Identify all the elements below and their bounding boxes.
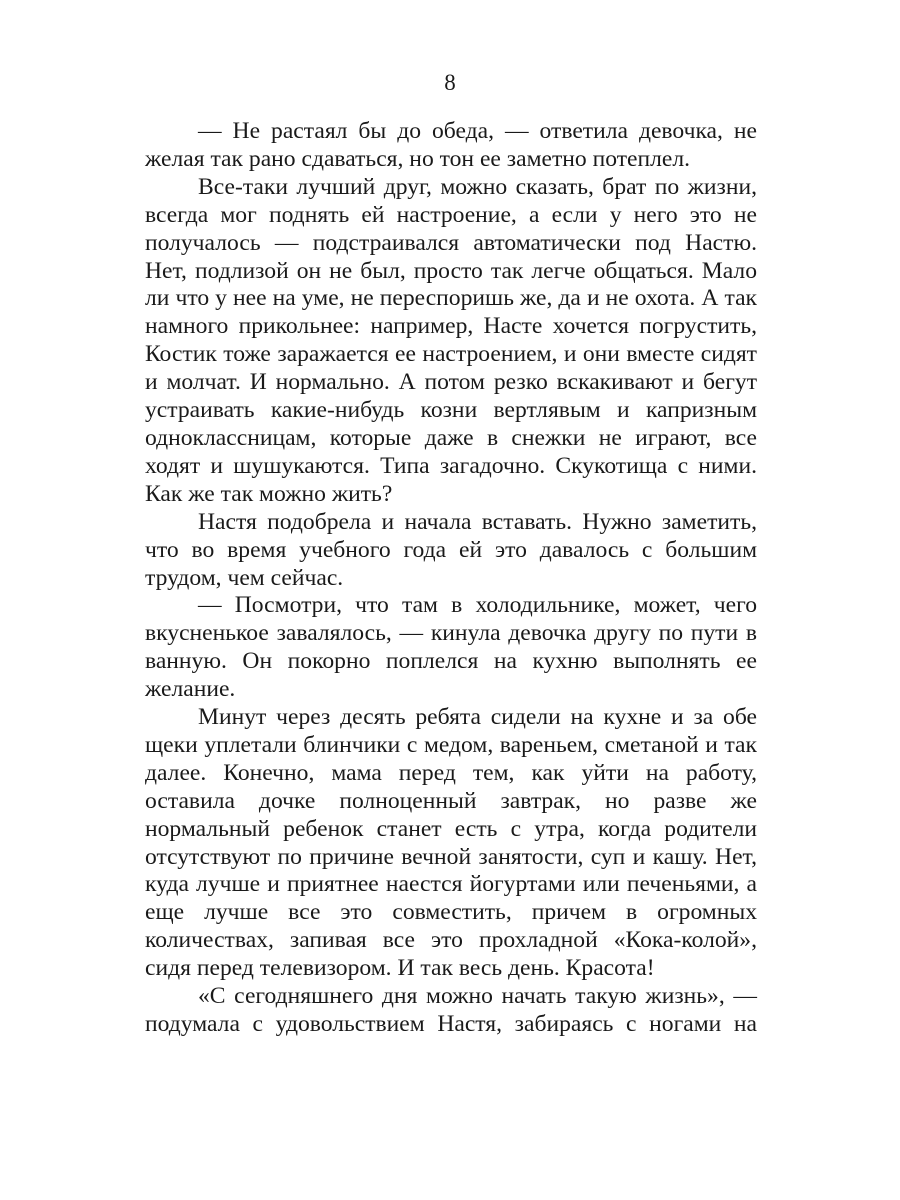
paragraph: — Посмотри, что там в холодильнике, может, чего вкусненькое завалялось, — кинула девочка другу по пути в ванную. Он покорно поплелся на кухню выполнять ее желание. bbox=[145, 592, 757, 703]
paragraph: Минут через десять ребята сидели на кухне и за обе щеки уплетали блинчики с медом, вареньем, сметаной и так далее. Конечно, мама перед тем, как уйти на работу, оставила дочке полноценный завтрак, но разве же нормальный ребенок станет есть с утра, когда родители отсутствуют по причине вечной занятости, суп и кашу. Нет, куда лучше и приятнее наестся йогуртами или печеньями, а еще лучше все это совместить, причем в огромных количествах, запивая все это прохладной «Кока-колой», сидя перед телевизором. И так весь день. Красота! bbox=[145, 704, 757, 982]
paragraph: — Не растаял бы до обеда, — ответила девочка, не желая так рано сдаваться, но тон ее заметно потеплел. bbox=[145, 118, 757, 172]
page-number: 8 bbox=[444, 70, 456, 95]
paragraph-last: «С сегодняшнего дня можно начать такую жизнь», — подумала с удовольствием Настя, забираясь с ногами на bbox=[145, 983, 757, 1037]
paragraph: Все-таки лучший друг, можно сказать, брат по жизни, всегда мог поднять ей настроение, а если у него это не получалось — подстраивался автоматически под Настю. Нет, подлизой он не был, просто так легче общаться. Мало ли что у нее на уме, не переспоришь же, да и не охота. А так намного прикольнее: например, Насте хочется погрустить, Костик тоже заражается ее настроением, и они вместе сидят и молчат. И нормально. А потом резко вскакивают и бегут устраивать какие-нибудь козни вертлявым и капризным одноклассницам, которые даже в снежки не играют, все ходят и шушукаются. Типа загадочно. Скукотища с ними. Как же так можно жить? bbox=[145, 173, 757, 507]
body-text bbox=[145, 118, 757, 1039]
paragraph: Настя подобрела и начала вставать. Нужно заметить, что во время учебного года ей это давалось с большим трудом, чем сейчас. bbox=[145, 508, 757, 591]
